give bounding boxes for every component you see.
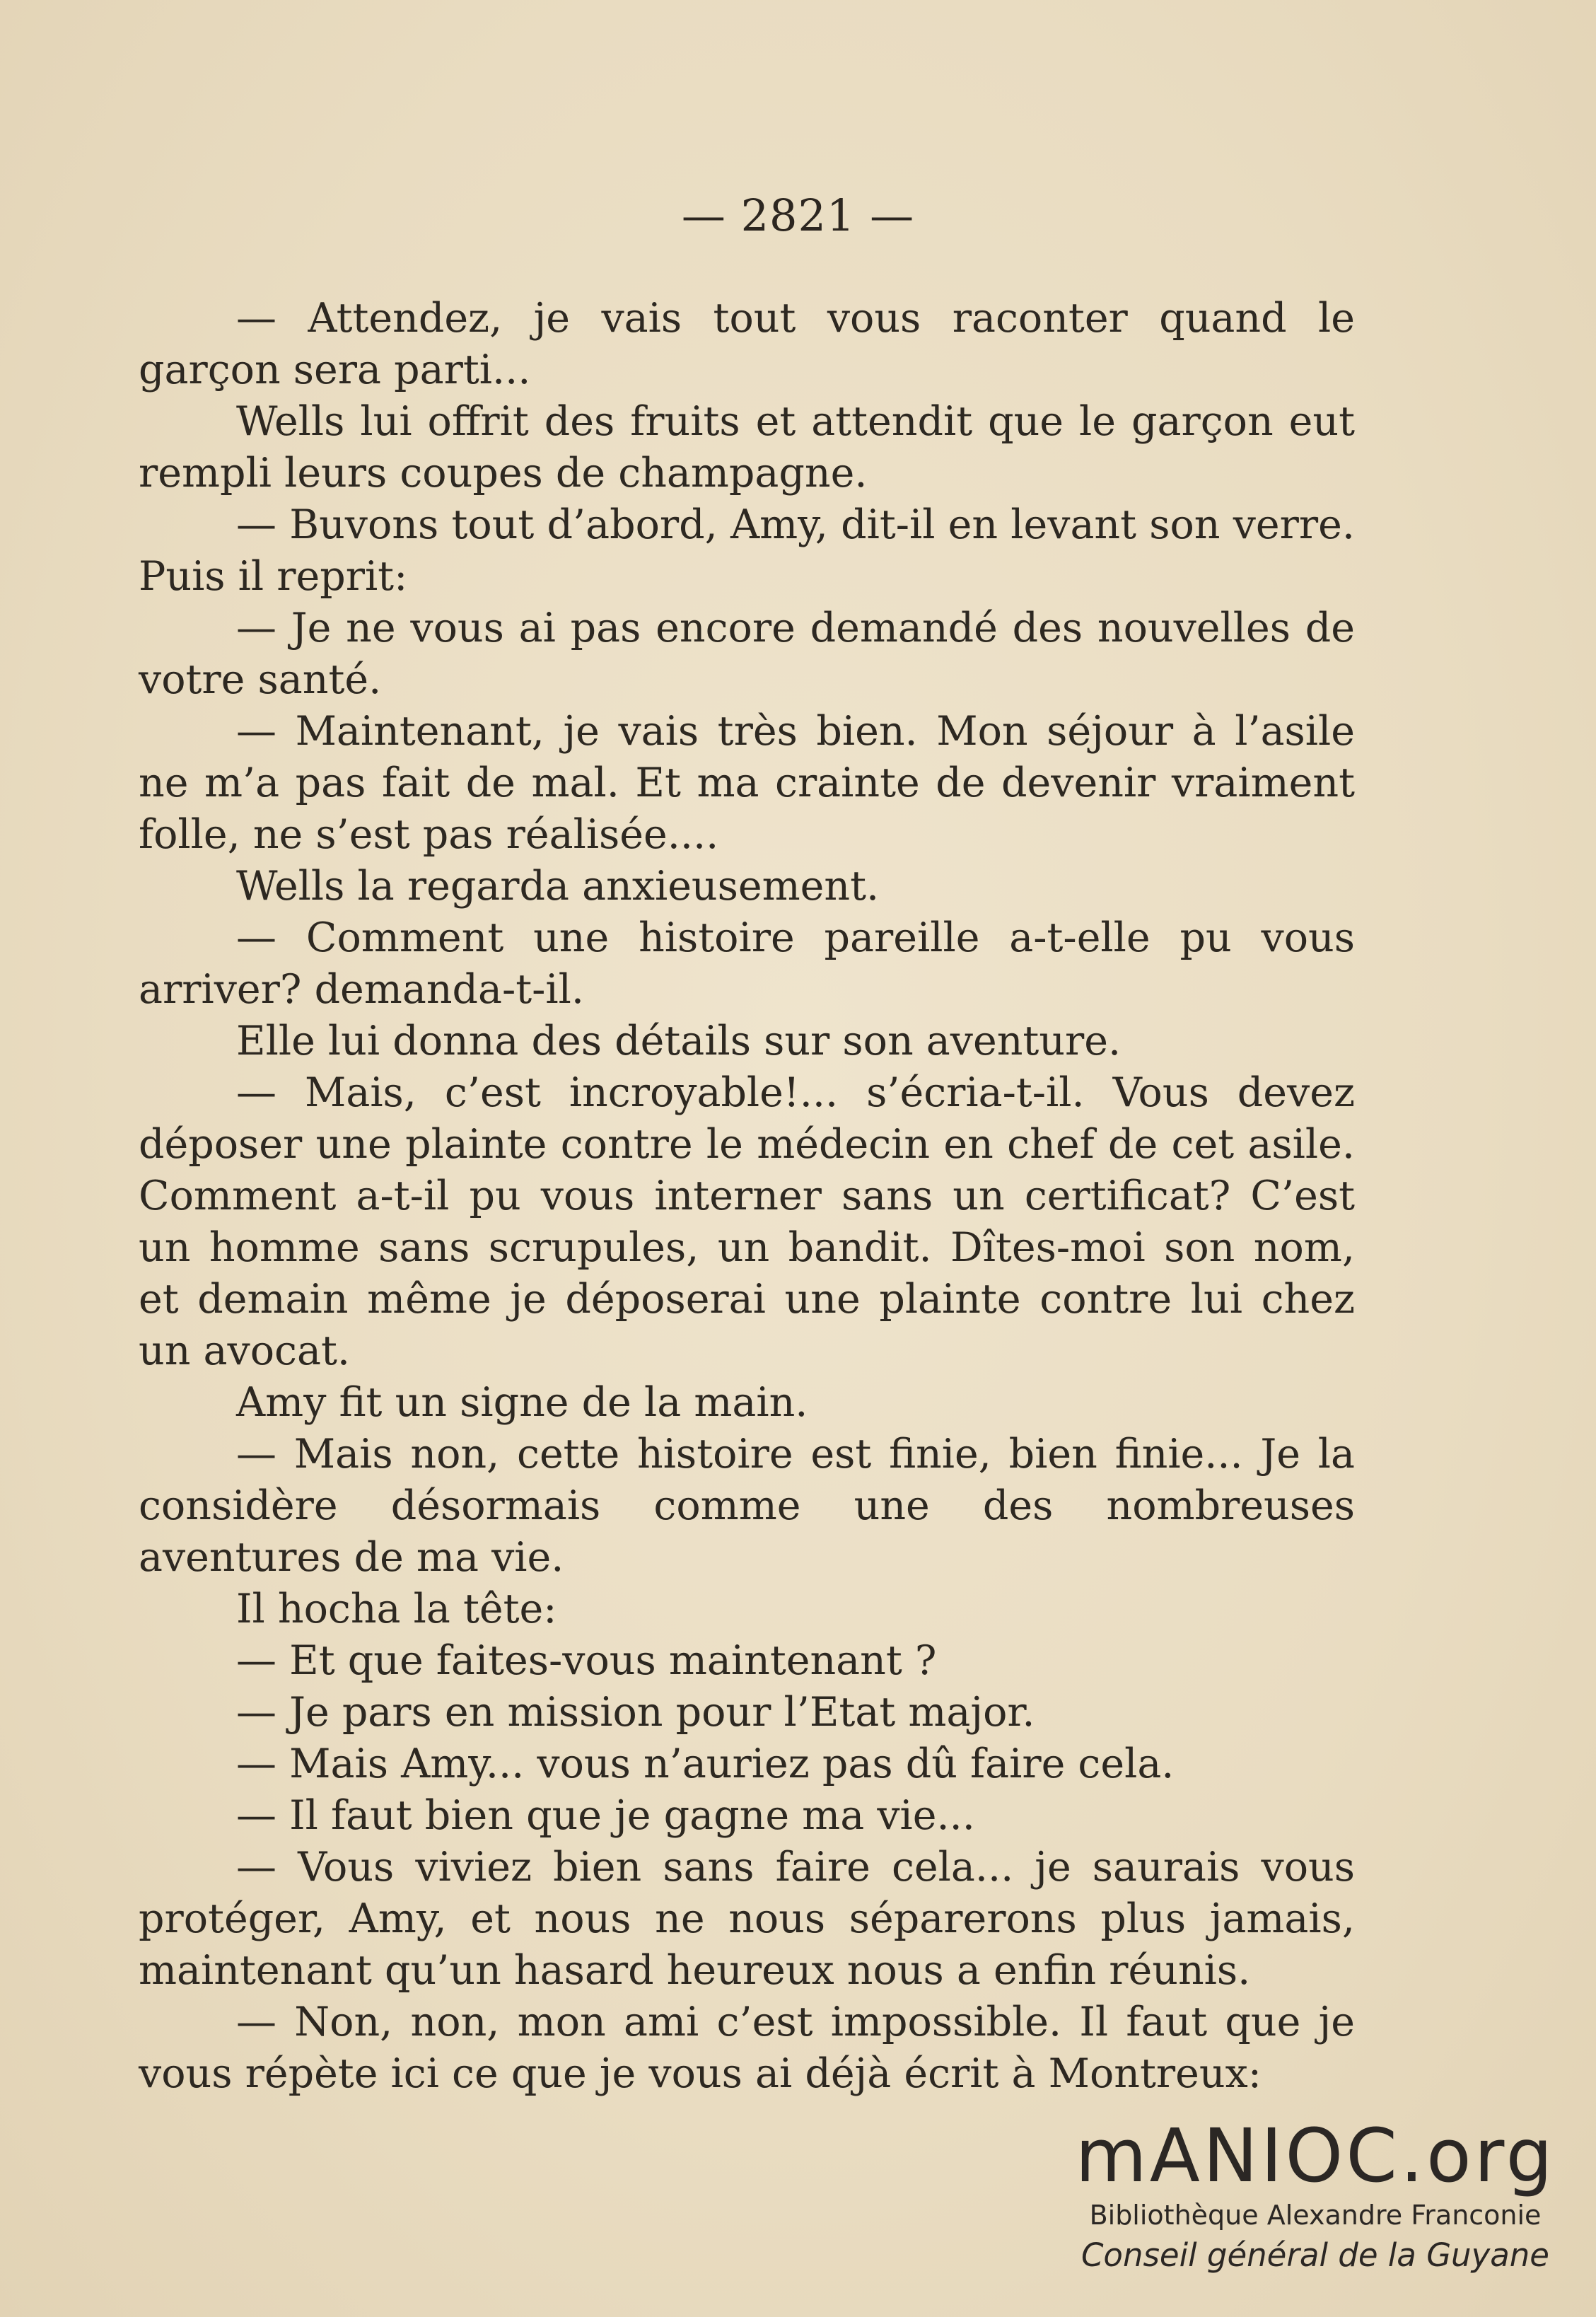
paragraph: — Je pars en mission pour l’Etat major. [236,1689,1035,1736]
page-number: — 2821 — [681,190,915,241]
paragraph: — Et que faites-vous maintenant ? [236,1637,937,1684]
library-name: Bibliothèque Alexandre Franconie [1089,2200,1542,2231]
paragraph: — Je ne vous ai pas encore demandé des nouvelles de votre santé. [139,605,1355,703]
paragraph: Elle lui donna des détails sur son aventure. [236,1018,1122,1064]
paragraph: — Non, non, mon ami c’est impossible. Il faut que je vous répète ici ce que je vous ai déjà écrit à Montreux: [139,1999,1355,2097]
paragraph: — Mais, c’est incroyable!... s’écria-t-il. Vous devez déposer une plainte contre le médecin en chef de cet asile. Comment a-t-il pu vous interner sans un certificat? C’est un homme sans scrupules, un bandit. Dîtes-moi son nom, et demain même je déposerai une plainte contre lui chez un avocat. [139,1069,1355,1374]
paragraph: Amy fit un signe de la main. [236,1379,808,1426]
manioc-watermark [1054,2115,1577,2277]
paragraph: — Buvons tout d’abord, Amy, dit-il en levant son verre. Puis il reprit: [139,501,1355,600]
paragraph: — Attendez, je vais tout vous raconter quand le garçon sera parti... [139,295,1355,393]
paragraph: — Mais non, cette histoire est finie, bien finie... Je la considère désormais comme une des nombreuses aventures de ma vie. [139,1431,1355,1581]
paragraph: Wells lui offrit des fruits et attendit que le garçon eut rempli leurs coupes de champagne. [139,398,1355,497]
paragraph: — Maintenant, je vais très bien. Mon séjour à l’asile ne m’a pas fait de mal. Et ma crainte de devenir vraiment folle, ne s’est pas réalisée.... [139,708,1355,858]
paragraph: Wells la regarda anxieusement. [236,863,880,910]
council-name: Conseil général de la Guyane [1081,2236,1549,2274]
body-text [139,293,1355,2100]
paragraph: — Il faut bien que je gagne ma vie... [236,1792,975,1839]
paragraph: — Mais Amy... vous n’auriez pas dû faire cela. [236,1741,1175,1787]
paragraph: — Vous viviez bien sans faire cela... je saurais vous protéger, Amy, et nous ne nous séparerons plus jamais, maintenant qu’un hasard heureux nous a enfin réunis. [139,1844,1355,1994]
manioc-logo: mANIOC.org [1075,2113,1556,2199]
paragraph: — Comment une histoire pareille a-t-elle pu vous arriver? demanda-t-il. [139,914,1355,1013]
paragraph: Il hocha la tête: [236,1586,557,1632]
